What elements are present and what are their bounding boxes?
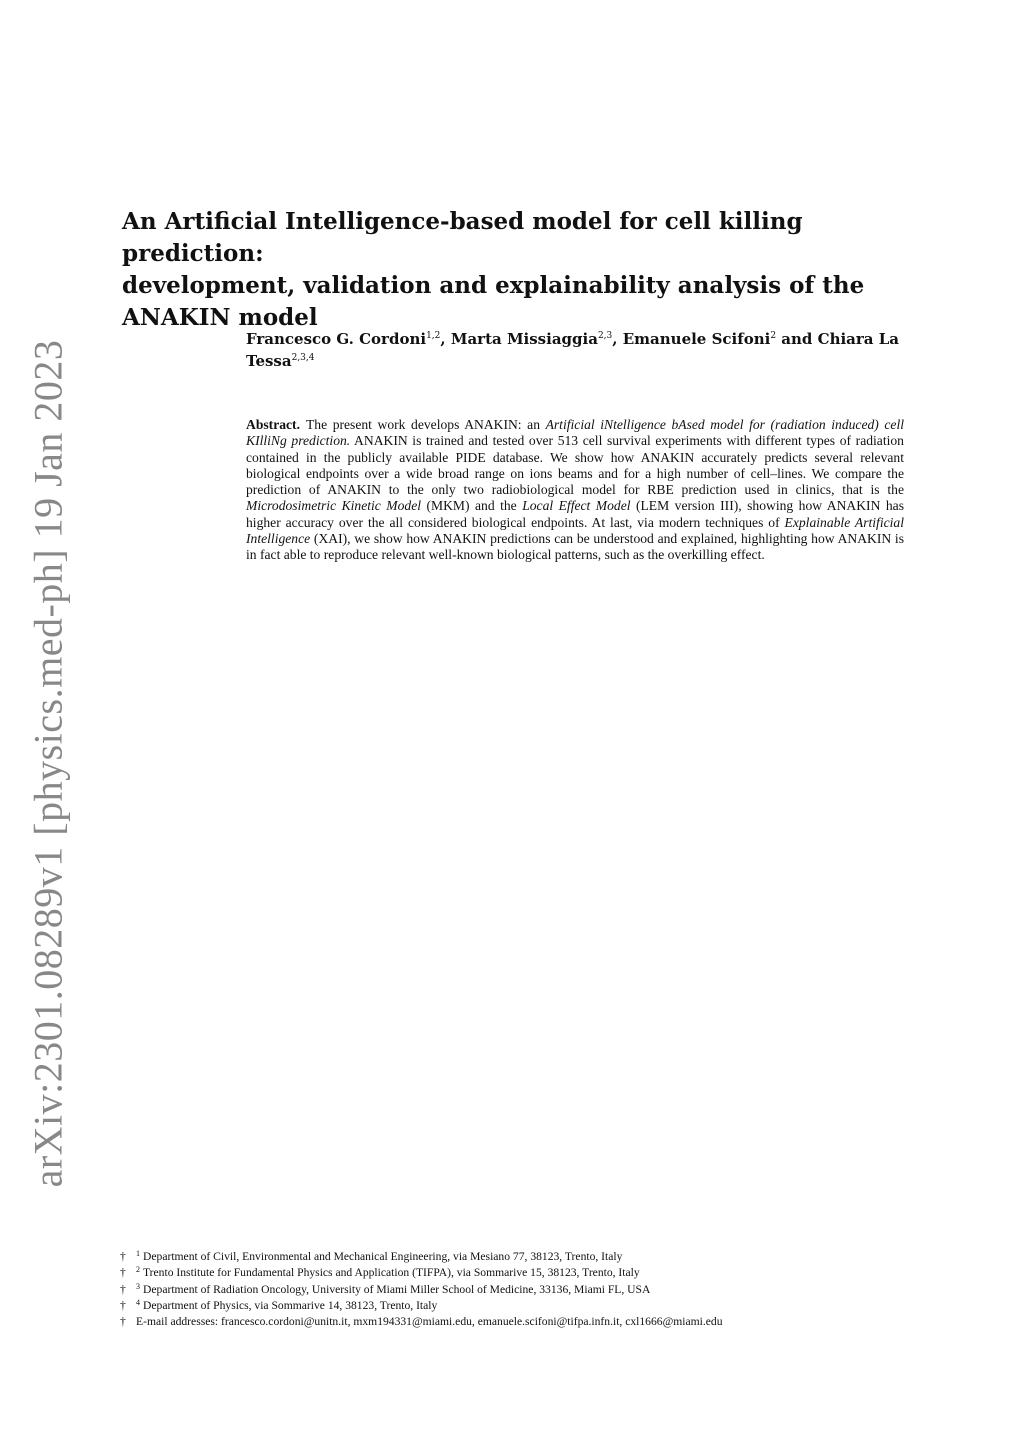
dagger-mark: † (120, 1266, 126, 1280)
abstract-italic-4: Explainable Artificial Intelligence (246, 514, 904, 547)
footnote-affiliation-3 (120, 1282, 900, 1298)
footnote-number: 4 (136, 1297, 140, 1307)
footnote-text: Department of Radiation Oncology, University of Miami Miller School of Medicine, 33136, Miami FL, USA (143, 1282, 651, 1296)
author-1: Francesco G. Cordoni (246, 330, 427, 348)
footnote-affiliation-4 (120, 1298, 900, 1314)
footnote-number: 2 (136, 1265, 140, 1275)
author-2-affiliation: 2,3 (597, 331, 613, 341)
author-4: Chiara La Tessa (246, 330, 900, 370)
author-list: Francesco G. Cordoni$^{1,2}$, Marta Missiaggia$^{2,3}$, Emanuele Scifoni$^2$ and Chiara La Tessa$^{2,3,4}$ (246, 330, 900, 370)
author-1-affiliation: 1,2 (426, 331, 441, 341)
abstract-italic-1: Artificial iNtelligence bAsed model for (radiation induced) cell KIlliNg prediction. (246, 417, 905, 449)
title-line-3: ANAKIN model (122, 304, 318, 331)
footnote-email-addresses (120, 1314, 900, 1330)
author-2: Marta Missiaggia (450, 330, 598, 348)
abstract-italic-3: Local Effect Model (522, 498, 631, 514)
author-4-affiliation: 2,3,4 (291, 353, 315, 363)
footnote-number: 3 (136, 1281, 140, 1291)
footnotes (120, 1249, 900, 1330)
abstract-text-2: ANAKIN is trained and tested over 513 cell survival experiments with different types of radiation contained in the publicly available PIDE database. We show how ANAKIN accurately predicts several relevant biological endpoints over a wide broad range on ions beams and for a high number of cell–lines. We compare the prediction of ANAKIN to the only two radiobiological model for RBE prediction used in clinics, that is the (246, 433, 904, 498)
abstract-text-4: (LEM version III), showing how ANAKIN has higher accuracy over the all considered biological endpoints. At last, via modern techniques of (246, 498, 904, 530)
abstract-text-3: (MKM) and the (421, 498, 523, 514)
arxiv-identifier: arXiv:2301.08289v1 [physics.med-ph] 19 Jan 2023 (25, 339, 71, 1187)
footnote-text: Department of Physics, via Sommarive 14, 38123, Trento, Italy (143, 1298, 438, 1312)
title-line-1: An Artificial Intelligence-based model for cell killing prediction: (122, 208, 803, 267)
arxiv-side-stamp (18, 339, 78, 1187)
dagger-mark: † (120, 1315, 126, 1329)
dagger-mark: † (120, 1298, 126, 1312)
author-conjunction: and (781, 330, 813, 348)
dagger-mark: † (120, 1250, 126, 1263)
footnote-text: Department of Civil, Environmental and Mechanical Engineering, via Mesiano 77, 38123, Trento, Italy (143, 1250, 623, 1263)
dagger-mark: † (120, 1282, 126, 1296)
paper-title (122, 206, 922, 334)
footnote-text: Trento Institute for Fundamental Physics and Application (TIFPA), via Sommarive 15, 38123, Trento, Italy (143, 1266, 640, 1280)
title-line-2: development, validation and explainability analysis of the (122, 272, 865, 299)
author-3-affiliation: 2 (770, 331, 777, 341)
author-3: Emanuele Scifoni (622, 330, 771, 348)
footnote-number: 1 (136, 1249, 140, 1258)
abstract-text-1: The present work develops ANAKIN: an (305, 417, 546, 432)
abstract-text-5: (XAI), we show how ANAKIN predictions can be understood and explained, highlighting how ANAKIN is in fact able to reproduce relevant well-known biological patterns, such as the overkilling effect. (246, 531, 904, 563)
abstract (246, 417, 904, 564)
footnote-affiliation-2 (120, 1265, 900, 1281)
abstract-label: Abstract. (246, 417, 300, 432)
footnote-text: E-mail addresses: francesco.cordoni@unitn.it, mxm194331@miami.edu, emanuele.scifoni@tifpa.infn.it, cxl1666@miami.edu (136, 1315, 723, 1329)
footnote-affiliation-1 (120, 1249, 900, 1265)
abstract-italic-2: Microdosimetric Kinetic Model (246, 498, 422, 514)
